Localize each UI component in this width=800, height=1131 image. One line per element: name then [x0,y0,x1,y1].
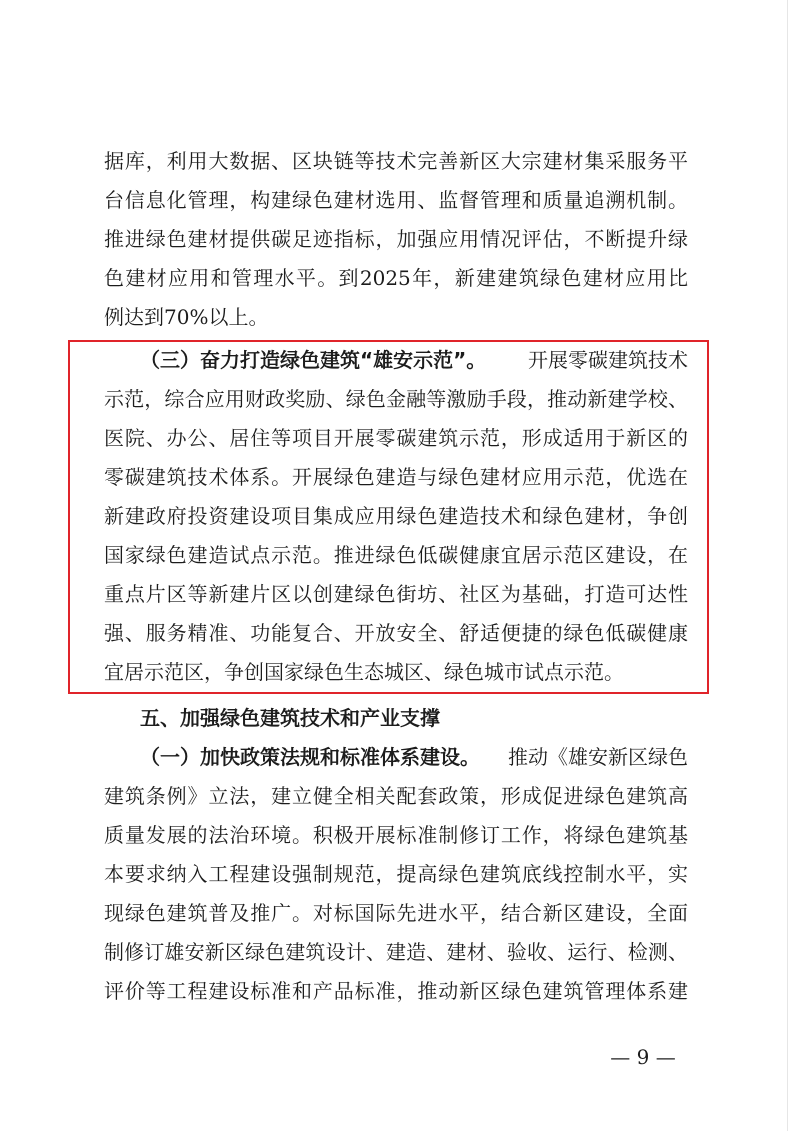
text-line: 推进绿色建材提供碳足迹指标，加强应用情况评估，不断提升绿 [104,227,688,251]
text-line: 本要求纳入工程建设强制规范，提高绿色建筑底线控制水平，实 [104,862,688,886]
text-line: 重点片区等新建片区以创建绿色街坊、社区为基础，打造可达性 [104,582,688,606]
text-line: 色建材应用和管理水平。到2025年，新建建筑绿色建材应用比 [104,266,688,290]
text-line: 强、服务精准、功能复合、开放安全、舒适便捷的绿色低碳健康 [104,621,688,645]
section-title: 五、加强绿色建筑技术和产业支撑 [140,706,440,730]
text-line: 新建政府投资建设项目集成应用绿色建造技术和绿色建材，争创 [104,504,688,528]
text-line: 建筑条例》立法，建立健全相关配套政策，形成促进绿色建筑高 [104,784,688,808]
text-line: 现绿色建筑普及推广。对标国际先进水平，结合新区建设，全面 [104,901,688,925]
paragraph-heading: （一）加快政策法规和标准体系建设。 [140,745,480,769]
text-line: 宜居示范区，争创国家绿色生态城区、绿色城市试点示范。 [104,660,624,684]
text-line [140,346,688,374]
text-line: 据库，利用大数据、区块链等技术完善新区大宗建材集采服务平 [104,149,688,173]
text-line: 示范，综合应用财政奖励、绿色金融等激励手段，推动新建学校、 [104,387,688,411]
text-line: 医院、办公、居住等项目开展零碳建筑示范，形成适用于新区的 [104,426,688,450]
text-line [140,743,688,771]
text-line: 例达到70%以上。 [104,305,269,329]
text-line: 质量发展的法治环境。积极开展标准制修订工作，将绿色建筑基 [104,823,688,847]
page-right-edge [787,0,788,1131]
page-number: — 9 — [610,1045,676,1069]
text-line: 评价等工程建设标准和产品标准，推动新区绿色建筑管理体系建 [104,979,688,1003]
text-line: 制修订雄安新区绿色建筑设计、建造、建材、验收、运行、检测、 [104,940,688,964]
paragraph-heading: （三）奋力打造绿色建筑“雄安示范”。 [140,348,487,372]
text-line: 台信息化管理，构建绿色建材选用、监督管理和质量追溯机制。 [104,188,688,212]
text-run: 开展零碳建筑技术 [528,348,688,372]
text-run: 推动《雄安新区绿色 [508,745,688,769]
text-line: 国家绿色建造试点示范。推进绿色低碳健康宜居示范区建设，在 [104,543,688,567]
text-line: 零碳建筑技术体系。开展绿色建造与绿色建材应用示范，优选在 [104,465,688,489]
